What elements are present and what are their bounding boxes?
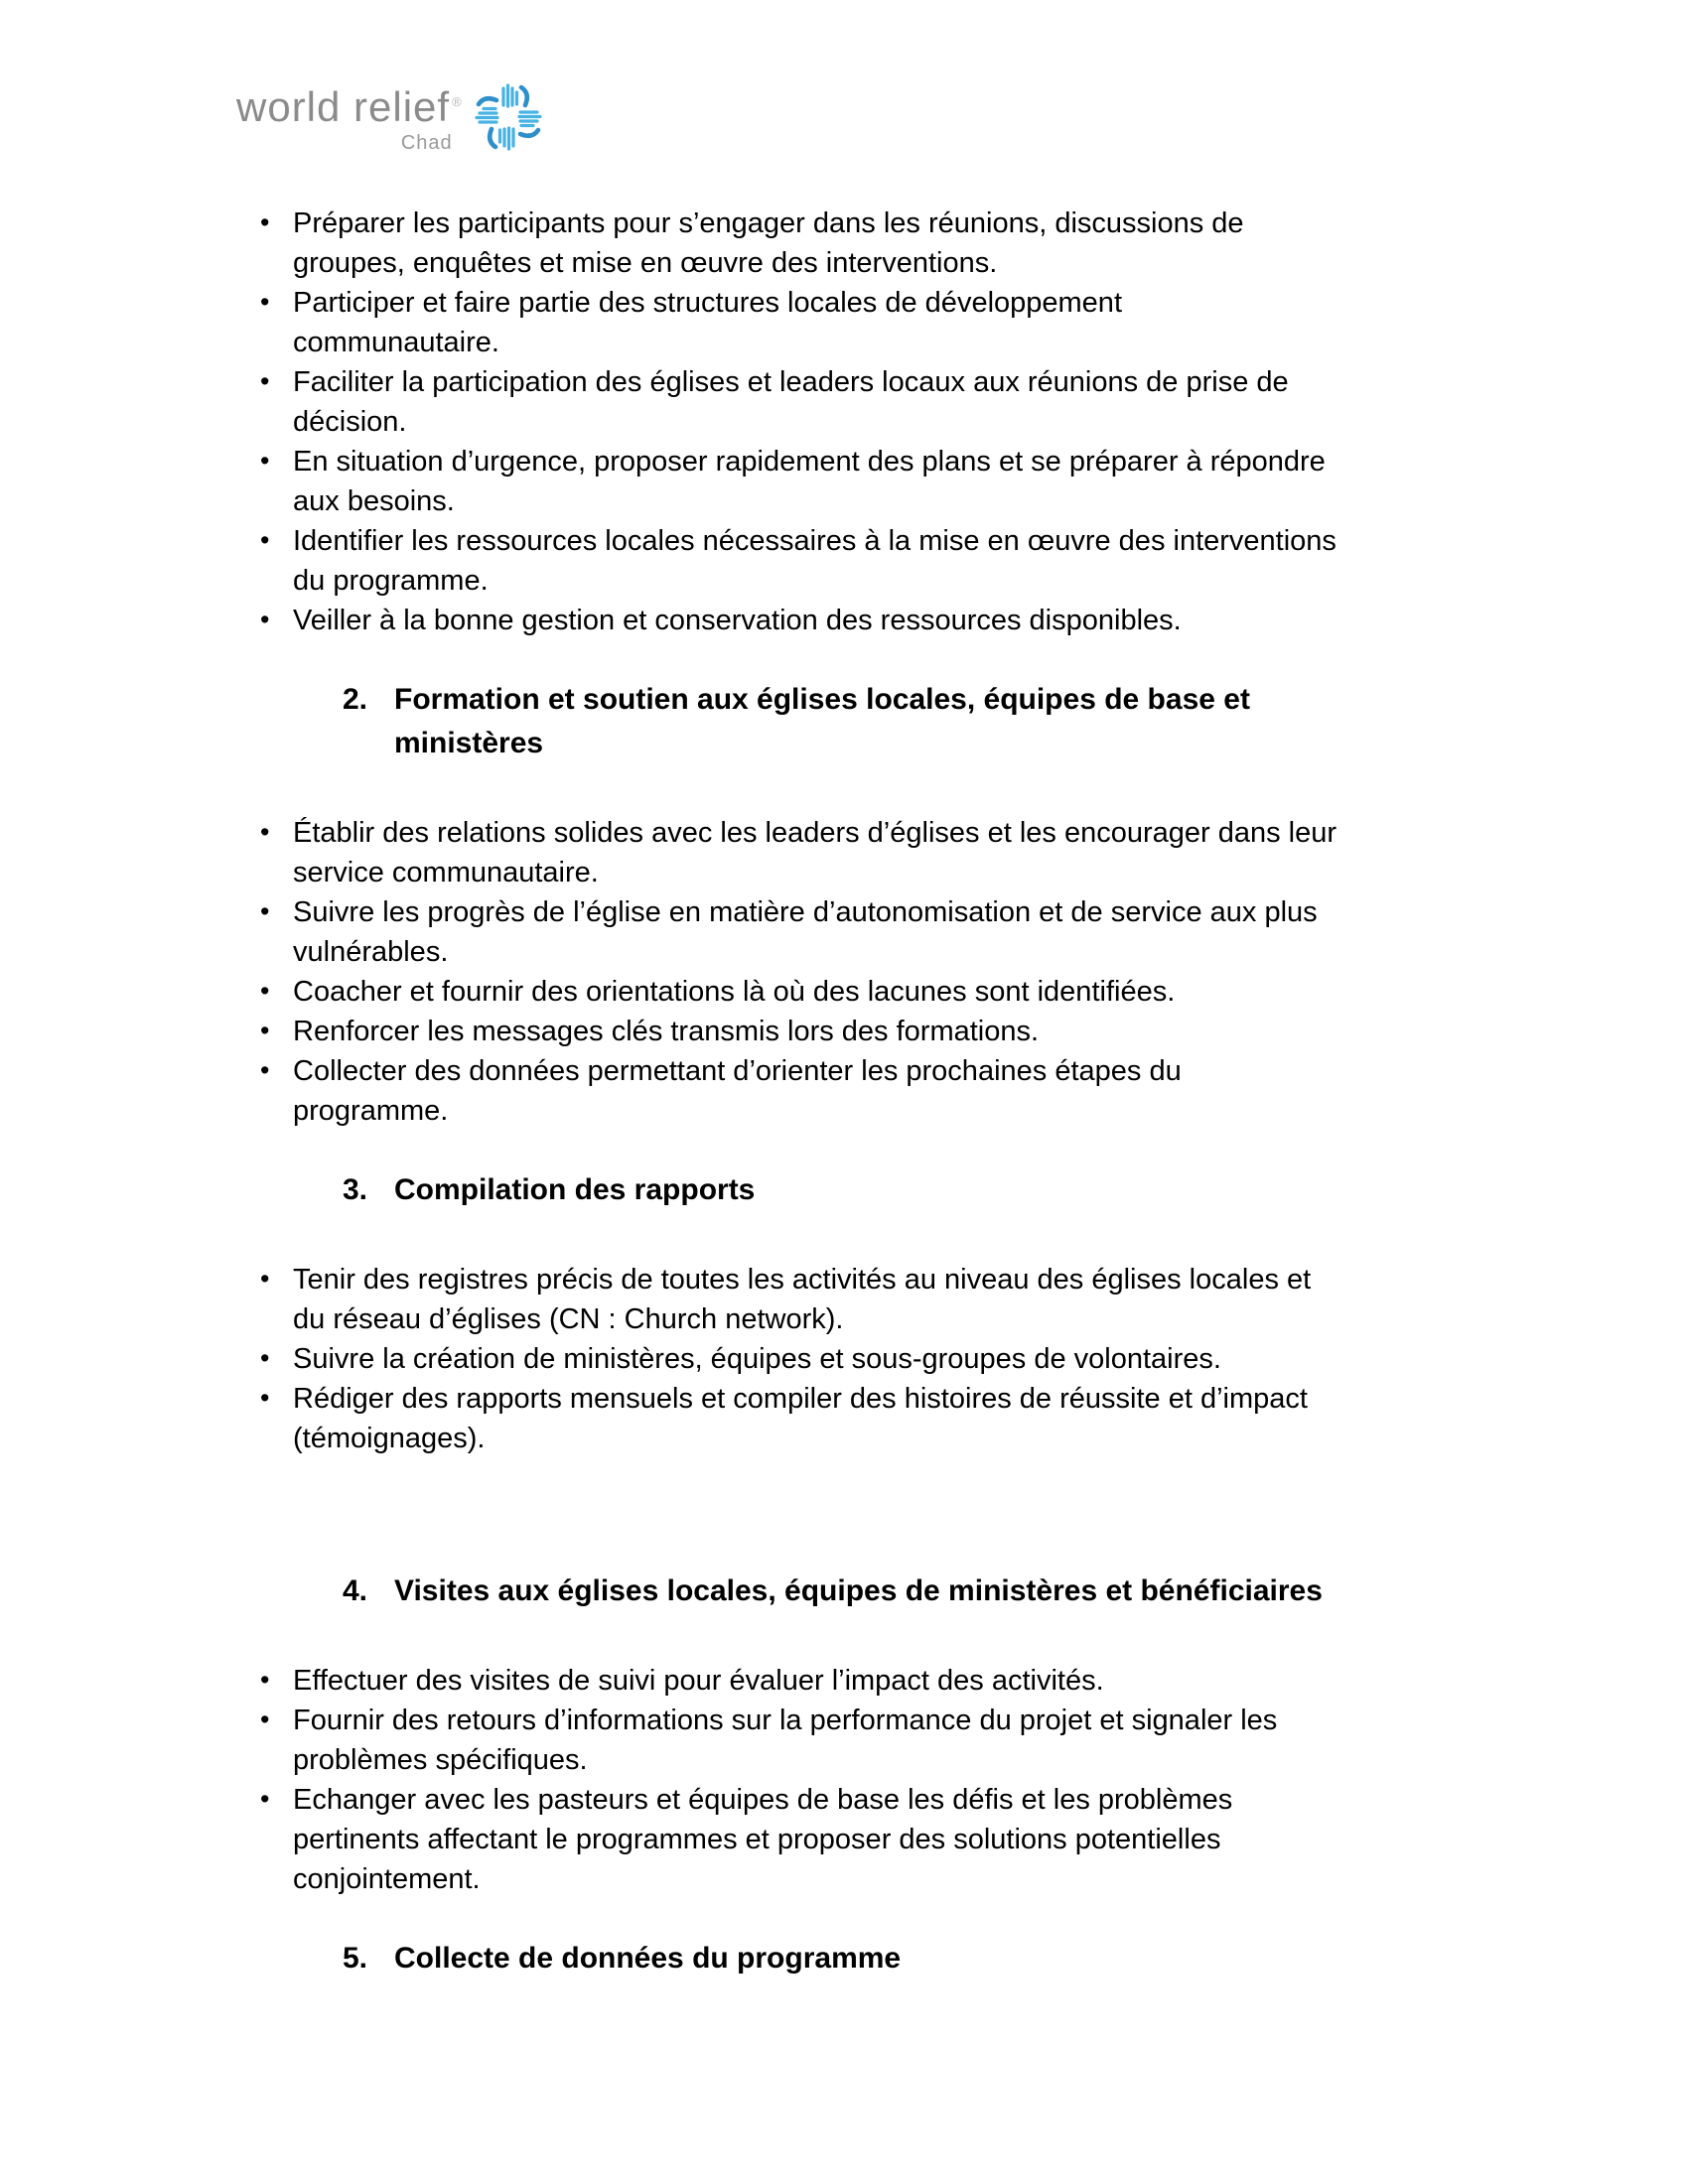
bullet-item — [253, 601, 1504, 640]
bullet-line: Echanger avec les pasteurs et équipes de base les défis et les problèmes — [293, 1784, 1233, 1816]
bullet-item — [253, 1701, 1504, 1780]
bullet-line: communautaire. — [293, 327, 499, 358]
bullet-line: Renforcer les messages clés transmis lors des formations. — [293, 1016, 1040, 1047]
bullet-line: Fournir des retours d’informations sur la performance du projet et signaler les — [293, 1705, 1278, 1736]
section — [253, 1937, 1504, 1980]
bullet-marker-icon: • — [260, 525, 270, 555]
bullet-marker-icon: • — [260, 605, 270, 634]
bullet-item — [253, 1012, 1504, 1051]
section-heading — [343, 1168, 1504, 1212]
section — [253, 1168, 1504, 1458]
bullet-line: vulnérables. — [293, 936, 449, 968]
section-number: 5. — [343, 1942, 368, 1975]
bullet-line: Effectuer des visites de suivi pour évaluer l’impact des activités. — [293, 1665, 1104, 1697]
bullet-item — [253, 283, 1504, 362]
bullet-line: du programme. — [293, 565, 489, 597]
bullet-marker-icon: • — [260, 287, 270, 317]
bullet-line: programme. — [293, 1095, 449, 1127]
bullet-line: service communautaire. — [293, 857, 599, 888]
bullet-item — [253, 813, 1504, 892]
bullet-marker-icon: • — [260, 207, 270, 237]
bullet-marker-icon: • — [260, 817, 270, 847]
bullet-marker-icon: • — [260, 1705, 270, 1734]
bullet-item — [253, 442, 1504, 521]
bullet-item — [253, 1339, 1504, 1379]
section-number: 4. — [343, 1574, 368, 1607]
bullet-marker-icon: • — [260, 896, 270, 926]
sections — [253, 678, 1504, 1980]
section-number: 3. — [343, 1173, 368, 1206]
bullet-marker-icon: • — [260, 1264, 270, 1294]
bullet-line: En situation d’urgence, proposer rapidement des plans et se préparer à répondre — [293, 446, 1326, 478]
section-title — [394, 1168, 755, 1212]
bullet-line: Coacher et fournir des orientations là où des lacunes sont identifiées. — [293, 976, 1176, 1008]
bullet-item — [253, 1780, 1504, 1899]
bullet-marker-icon: • — [260, 1383, 270, 1413]
section-bullet-list — [253, 1260, 1504, 1458]
bullet-item — [253, 1260, 1504, 1339]
bullet-line: Rédiger des rapports mensuels et compiler des histoires de réussite et d’impact — [293, 1383, 1308, 1415]
bullet-line: du réseau d’églises (CN : Church network). — [293, 1303, 844, 1335]
section-title — [394, 1570, 1323, 1613]
bullet-item — [253, 521, 1504, 601]
bullet-item — [253, 1051, 1504, 1131]
bullet-line: aux besoins. — [293, 485, 455, 517]
section-heading — [343, 1937, 1504, 1980]
section — [253, 1570, 1504, 1899]
bullet-marker-icon: • — [260, 1016, 270, 1045]
bullet-marker-icon: • — [260, 1784, 270, 1814]
region-label: Chad — [400, 132, 453, 155]
bullet-marker-icon: • — [260, 1665, 270, 1695]
section-heading — [343, 678, 1504, 765]
world-relief-logo — [236, 85, 550, 159]
bullet-line: Suivre les progrès de l’église en matière d’autonomisation et de service aux plus — [293, 896, 1318, 928]
bullet-marker-icon: • — [260, 446, 270, 476]
section-title — [394, 1937, 901, 1980]
bullet-line: groupes, enquêtes et mise en œuvre des interventions. — [293, 247, 998, 279]
bullet-line: Préparer les participants pour s’engager dans les réunions, discussions de — [293, 207, 1244, 239]
bullet-line: Établir des relations solides avec les leaders d’églises et les encourager dans leur — [293, 817, 1337, 849]
section-title-line: Visites aux églises locales, équipes de ministères et bénéficiaires — [394, 1574, 1323, 1607]
worldrelief-pinwheel-icon — [467, 75, 550, 159]
bullet-line: Participer et faire partie des structures locales de développement — [293, 287, 1122, 319]
bullet-line: Tenir des registres précis de toutes les activités au niveau des églises locales et — [293, 1264, 1312, 1296]
section-bullet-list — [253, 1661, 1504, 1899]
bullet-marker-icon: • — [260, 366, 270, 396]
bullet-marker-icon: • — [260, 1055, 270, 1085]
bullet-line: pertinents affectant le programmes et proposer des solutions potentielles — [293, 1824, 1221, 1855]
section-title-line: Compilation des rapports — [394, 1173, 756, 1206]
bullet-marker-icon: • — [260, 1343, 270, 1373]
bullet-line: problèmes spécifiques. — [293, 1744, 588, 1776]
brand-text — [236, 85, 463, 129]
bullet-item — [253, 892, 1504, 972]
bullet-line: (témoignages). — [293, 1423, 486, 1454]
bullet-item — [253, 1661, 1504, 1701]
registered-mark-icon: ® — [452, 94, 463, 109]
section-title-line: ministères — [394, 727, 544, 759]
bullet-line: Suivre la création de ministères, équipes et sous-groupes de volontaires. — [293, 1343, 1221, 1375]
bullet-line: décision. — [293, 406, 407, 438]
bullet-item — [253, 972, 1504, 1012]
section-title-line: Collecte de données du programme — [394, 1942, 902, 1975]
bullet-item — [253, 1379, 1504, 1458]
section-heading — [343, 1570, 1504, 1613]
bullet-line: Veiller à la bonne gestion et conservation des ressources disponibles. — [293, 605, 1182, 636]
section-title — [394, 678, 1250, 765]
bullet-line: Identifier les ressources locales nécessaires à la mise en œuvre des interventions — [293, 525, 1336, 557]
bullet-line: Collecter des données permettant d’orienter les prochaines étapes du — [293, 1055, 1182, 1087]
intro-bullet-list — [253, 204, 1504, 640]
brand-label: world relief — [236, 83, 451, 130]
section-number: 2. — [343, 683, 368, 716]
section-title-line: Formation et soutien aux églises locales, équipes de base et — [394, 683, 1250, 716]
bullet-item — [253, 362, 1504, 442]
bullet-marker-icon: • — [260, 976, 270, 1006]
section — [253, 678, 1504, 1131]
bullet-line: conjointement. — [293, 1863, 481, 1895]
bullet-line: Faciliter la participation des églises et leaders locaux aux réunions de prise de — [293, 366, 1289, 398]
bullet-item — [253, 204, 1504, 283]
section-bullet-list — [253, 813, 1504, 1131]
document-body — [253, 204, 1504, 2028]
logo-text-block — [236, 85, 463, 155]
